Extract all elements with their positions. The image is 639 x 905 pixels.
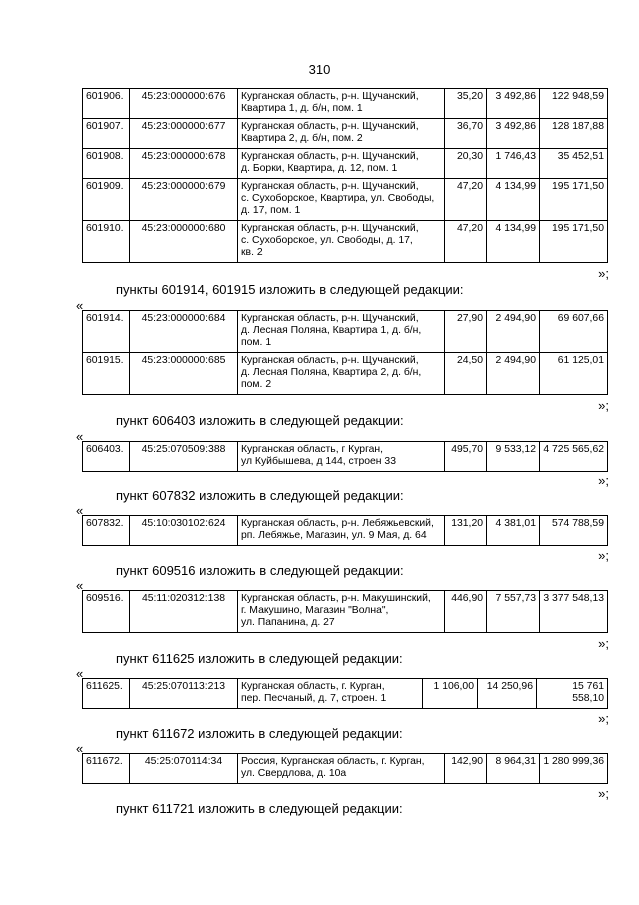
- address-cell: Курганская область, р-н. Щучанский, с. Сухоборское, ул. Свободы, д. 17, кв. 2: [238, 221, 445, 263]
- amendment-paragraph: пункт 611672 изложить в следующей редакции:: [116, 726, 403, 741]
- address-cell: Курганская область, р-н. Щучанский, д. Лесная Поляна, Квартира 1, д. б/н, пом. 1: [238, 311, 445, 353]
- opening-quote: «: [76, 429, 84, 444]
- closing-quote: »;: [598, 711, 609, 726]
- area-cell: 131,20: [445, 516, 487, 546]
- cadastral-number-cell: 45:23:000000:676: [130, 89, 238, 119]
- cadastral-number-cell: 45:11:020312:138: [130, 591, 238, 633]
- table-row: [83, 89, 608, 119]
- cadastral-value-cell: 4 725 565,62: [540, 442, 608, 472]
- opening-quote: «: [76, 666, 84, 681]
- row-number-cell: 601915.: [83, 353, 130, 395]
- amendment-paragraph: пункт 609516 изложить в следующей редакции:: [116, 563, 404, 578]
- table-row: [83, 149, 608, 179]
- price-per-unit-cell: 3 492,86: [487, 119, 540, 149]
- price-per-unit-cell: 4 134,99: [487, 221, 540, 263]
- row-number-cell: 601908.: [83, 149, 130, 179]
- address-cell: Курганская область, р-н. Макушинский, г. Макушино, Магазин "Волна", ул. Папанина, д. 27: [238, 591, 445, 633]
- row-number-cell: 607832.: [83, 516, 130, 546]
- price-per-unit-cell: 9 533,12: [487, 442, 540, 472]
- address-cell: Россия, Курганская область, г. Курган, ул. Свердлова, д. 10а: [238, 754, 445, 784]
- price-per-unit-cell: 7 557,73: [487, 591, 540, 633]
- registry-table: [82, 88, 608, 263]
- price-per-unit-cell: 4 381,01: [487, 516, 540, 546]
- row-number-cell: 606403.: [83, 442, 130, 472]
- row-number-cell: 601909.: [83, 179, 130, 221]
- cadastral-value-cell: 35 452,51: [540, 149, 608, 179]
- amendment-paragraph: пункт 611625 изложить в следующей редакции:: [116, 651, 403, 666]
- row-number-cell: 601907.: [83, 119, 130, 149]
- address-cell: Курганская область, р-н. Щучанский, с. Сухоборское, Квартира, ул. Свободы, д. 17, пом. 1: [238, 179, 445, 221]
- registry-table: [82, 678, 608, 709]
- area-cell: 446,90: [445, 591, 487, 633]
- table-row: [83, 311, 608, 353]
- cadastral-number-cell: 45:25:070114:34: [130, 754, 238, 784]
- closing-quote: »;: [598, 636, 609, 651]
- cadastral-number-cell: 45:23:000000:685: [130, 353, 238, 395]
- opening-quote: «: [76, 298, 84, 313]
- amendment-paragraph: пункт 607832 изложить в следующей редакции:: [116, 488, 404, 503]
- registry-table: [82, 515, 608, 546]
- opening-quote: «: [76, 741, 84, 756]
- row-number-cell: 611625.: [83, 679, 130, 709]
- closing-quote: »;: [598, 266, 609, 281]
- closing-quote: »;: [598, 786, 609, 801]
- cadastral-value-cell: 61 125,01: [540, 353, 608, 395]
- table-row: [83, 679, 608, 709]
- cadastral-number-cell: 45:23:000000:680: [130, 221, 238, 263]
- area-cell: 36,70: [445, 119, 487, 149]
- cadastral-value-cell: 3 377 548,13: [540, 591, 608, 633]
- registry-table: [82, 753, 608, 784]
- cadastral-value-cell: 15 761 558,10: [537, 679, 608, 709]
- registry-table: [82, 441, 608, 472]
- row-number-cell: 601906.: [83, 89, 130, 119]
- cadastral-value-cell: 1 280 999,36: [540, 754, 608, 784]
- area-cell: 47,20: [445, 221, 487, 263]
- table-row: [83, 754, 608, 784]
- price-per-unit-cell: 3 492,86: [487, 89, 540, 119]
- registry-table: [82, 310, 608, 395]
- cadastral-number-cell: 45:23:000000:684: [130, 311, 238, 353]
- amendment-paragraph: пункт 611721 изложить в следующей редакции:: [116, 801, 403, 816]
- row-number-cell: 609516.: [83, 591, 130, 633]
- cadastral-number-cell: 45:25:070509:388: [130, 442, 238, 472]
- table-row: [83, 442, 608, 472]
- cadastral-number-cell: 45:23:000000:677: [130, 119, 238, 149]
- address-cell: Курганская область, р-н. Щучанский, д. Борки, Квартира, д. 12, пом. 1: [238, 149, 445, 179]
- table-row: [83, 119, 608, 149]
- closing-quote: »;: [598, 473, 609, 488]
- table-row: [83, 221, 608, 263]
- cadastral-value-cell: 195 171,50: [540, 221, 608, 263]
- address-cell: Курганская область, р-н. Щучанский, Квартира 1, д. б/н, пом. 1: [238, 89, 445, 119]
- registry-table: [82, 590, 608, 633]
- table-row: [83, 353, 608, 395]
- closing-quote: »;: [598, 398, 609, 413]
- price-per-unit-cell: 14 250,96: [478, 679, 537, 709]
- area-cell: 495,70: [445, 442, 487, 472]
- opening-quote: «: [76, 578, 84, 593]
- cadastral-number-cell: 45:23:000000:678: [130, 149, 238, 179]
- area-cell: 1 106,00: [423, 679, 478, 709]
- price-per-unit-cell: 2 494,90: [487, 311, 540, 353]
- cadastral-value-cell: 122 948,59: [540, 89, 608, 119]
- price-per-unit-cell: 8 964,31: [487, 754, 540, 784]
- row-number-cell: 611672.: [83, 754, 130, 784]
- cadastral-value-cell: 574 788,59: [540, 516, 608, 546]
- address-cell: Курганская область, р-н. Лебяжьевский, рп. Лебяжье, Магазин, ул. 9 Мая, д. 64: [238, 516, 445, 546]
- address-cell: Курганская область, р-н. Щучанский, Квартира 2, д. б/н, пом. 2: [238, 119, 445, 149]
- area-cell: 20,30: [445, 149, 487, 179]
- table-row: [83, 179, 608, 221]
- price-per-unit-cell: 4 134,99: [487, 179, 540, 221]
- row-number-cell: 601914.: [83, 311, 130, 353]
- area-cell: 27,90: [445, 311, 487, 353]
- row-number-cell: 601910.: [83, 221, 130, 263]
- cadastral-value-cell: 128 187,88: [540, 119, 608, 149]
- page-number: 310: [308, 62, 331, 77]
- amendment-paragraph: пункты 601914, 601915 изложить в следующей редакции:: [116, 282, 464, 297]
- price-per-unit-cell: 2 494,90: [487, 353, 540, 395]
- area-cell: 142,90: [445, 754, 487, 784]
- cadastral-number-cell: 45:23:000000:679: [130, 179, 238, 221]
- cadastral-value-cell: 195 171,50: [540, 179, 608, 221]
- opening-quote: «: [76, 503, 84, 518]
- cadastral-value-cell: 69 607,66: [540, 311, 608, 353]
- address-cell: Курганская область, г. Курган, пер. Песчаный, д. 7, строен. 1: [238, 679, 423, 709]
- address-cell: Курганская область, р-н. Щучанский, д. Лесная Поляна, Квартира 2, д. б/н, пом. 2: [238, 353, 445, 395]
- area-cell: 35,20: [445, 89, 487, 119]
- closing-quote: »;: [598, 548, 609, 563]
- price-per-unit-cell: 1 746,43: [487, 149, 540, 179]
- area-cell: 24,50: [445, 353, 487, 395]
- amendment-paragraph: пункт 606403 изложить в следующей редакции:: [116, 413, 404, 428]
- table-row: [83, 591, 608, 633]
- area-cell: 47,20: [445, 179, 487, 221]
- table-row: [83, 516, 608, 546]
- cadastral-number-cell: 45:10:030102:624: [130, 516, 238, 546]
- address-cell: Курганская область, г Курган, ул Куйбышева, д 144, строен 33: [238, 442, 445, 472]
- cadastral-number-cell: 45:25:070113:213: [130, 679, 238, 709]
